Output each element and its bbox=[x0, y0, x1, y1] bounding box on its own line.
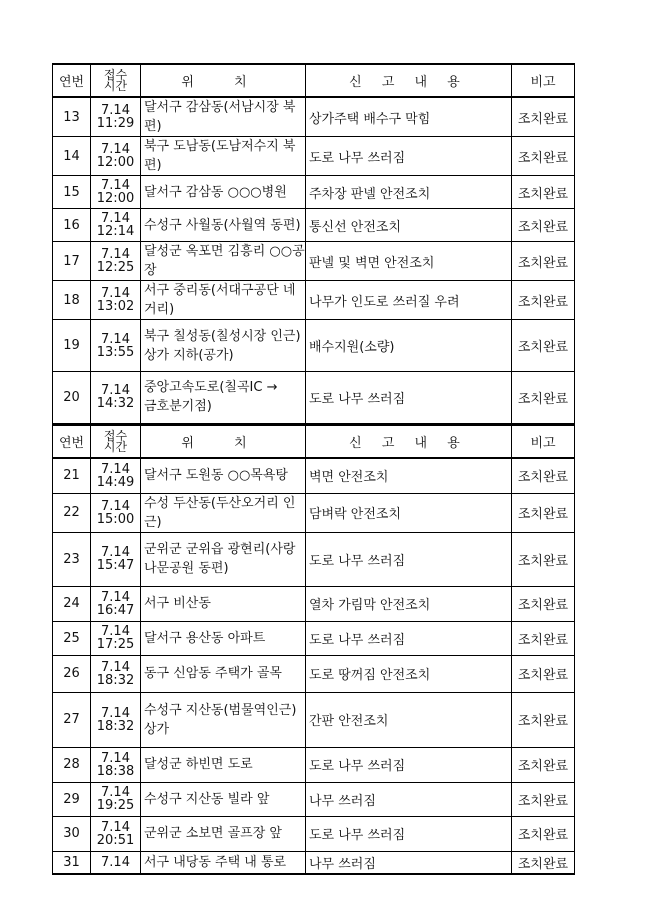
row-number: 30 bbox=[53, 816, 91, 851]
row-note: 조치완료 bbox=[512, 586, 575, 621]
row-date: 7.14 bbox=[101, 750, 130, 766]
row-date: 7.14 bbox=[101, 383, 130, 399]
header-time-line2: 시간 bbox=[103, 78, 128, 93]
table-row bbox=[53, 816, 575, 851]
header-row bbox=[53, 64, 575, 97]
row-location-line: 수성 두산동(두산오거리 인근) bbox=[144, 495, 296, 530]
row-clock: 18:32 bbox=[96, 672, 135, 688]
table-row bbox=[53, 372, 575, 424]
row-location-line: 동구 신암동 주택가 골목 bbox=[144, 666, 282, 681]
row-number: 27 bbox=[53, 692, 91, 747]
header-no: 연번 bbox=[53, 64, 91, 97]
row-time bbox=[91, 851, 141, 874]
row-clock: 18:32 bbox=[96, 718, 135, 734]
table-body bbox=[53, 97, 575, 424]
header-time bbox=[91, 425, 141, 458]
row-date: 7.14 bbox=[101, 624, 130, 639]
row-number: 25 bbox=[53, 621, 91, 655]
row-note: 조치완료 bbox=[512, 782, 575, 816]
row-description: 도로 땅꺼짐 안전조치 bbox=[306, 655, 512, 692]
row-number: 23 bbox=[53, 532, 91, 586]
row-location-line: 달서구 도원동 ○○목욕탕 bbox=[144, 468, 288, 484]
row-location-line: 달서구 용산동 아파트 bbox=[144, 630, 266, 646]
row-location-line: 금호분기점) bbox=[144, 399, 212, 415]
row-location-line: 나문공원 동편) bbox=[144, 561, 229, 576]
row-location-line: 서구 내당동 주택 내 통로 bbox=[144, 854, 287, 870]
row-description: 나무가 인도로 쓰러질 우려 bbox=[306, 281, 512, 320]
row-date: 7.14 bbox=[101, 178, 130, 193]
table-row bbox=[53, 532, 575, 586]
row-note: 조치완료 bbox=[512, 137, 575, 176]
row-time bbox=[91, 816, 141, 851]
row-note: 조치완료 bbox=[512, 692, 575, 747]
header-description: 신 고 내 용 bbox=[306, 64, 512, 97]
table-row bbox=[53, 621, 575, 655]
row-number: 17 bbox=[53, 242, 91, 281]
row-location-line: 달서구 감삼동 ○○○병원 bbox=[144, 184, 287, 200]
row-time bbox=[91, 586, 141, 621]
row-note: 조치완료 bbox=[512, 281, 575, 320]
row-clock: 16:47 bbox=[96, 602, 135, 618]
row-note: 조치완료 bbox=[512, 372, 575, 424]
table-row bbox=[53, 97, 575, 137]
row-time bbox=[91, 176, 141, 209]
row-date: 7.14 bbox=[101, 498, 130, 514]
row-clock: 11:29 bbox=[96, 116, 135, 131]
row-time bbox=[91, 372, 141, 424]
row-number: 29 bbox=[53, 782, 91, 816]
row-date: 7.14 bbox=[101, 286, 130, 301]
table-row bbox=[53, 586, 575, 621]
row-location bbox=[141, 586, 306, 621]
row-number: 16 bbox=[53, 209, 91, 242]
row-clock: 13:55 bbox=[96, 344, 135, 360]
row-number: 24 bbox=[53, 586, 91, 621]
row-description: 도로 나무 쓰러짐 bbox=[306, 816, 512, 851]
row-note: 조치완료 bbox=[512, 209, 575, 242]
table-row bbox=[53, 493, 575, 532]
row-location-line: 달성군 하빈면 도로 bbox=[144, 757, 253, 772]
header-no: 연번 bbox=[53, 425, 91, 458]
header-time bbox=[91, 64, 141, 97]
row-date: 7.14 bbox=[101, 331, 130, 347]
header-location: 위 치 bbox=[141, 64, 306, 97]
row-number: 31 bbox=[53, 851, 91, 874]
row-note: 조치완료 bbox=[512, 242, 575, 281]
row-note: 조치완료 bbox=[512, 493, 575, 532]
row-description: 도로 나무 쓰러짐 bbox=[306, 532, 512, 586]
row-date: 7.14 bbox=[101, 589, 130, 605]
row-note: 조치완료 bbox=[512, 532, 575, 586]
row-clock: 12:00 bbox=[96, 191, 135, 206]
row-time bbox=[91, 493, 141, 532]
row-location-line: 달성군 옥포면 김흥리 ○○공장 bbox=[144, 244, 305, 278]
row-clock: 14:49 bbox=[96, 474, 135, 490]
table-row bbox=[53, 137, 575, 176]
row-time bbox=[91, 209, 141, 242]
row-location bbox=[141, 655, 306, 692]
row-number: 28 bbox=[53, 747, 91, 782]
table-row bbox=[53, 782, 575, 816]
table-row bbox=[53, 176, 575, 209]
row-description: 판넬 및 벽면 안전조치 bbox=[306, 242, 512, 281]
row-time bbox=[91, 621, 141, 655]
table-body bbox=[53, 458, 575, 874]
row-clock: 19:25 bbox=[96, 798, 135, 813]
header-note: 비고 bbox=[512, 425, 575, 458]
row-note: 조치완료 bbox=[512, 176, 575, 209]
table-row bbox=[53, 458, 575, 493]
row-clock: 15:00 bbox=[96, 511, 135, 527]
row-location bbox=[141, 851, 306, 874]
row-clock: 17:25 bbox=[96, 637, 135, 652]
row-location bbox=[141, 493, 306, 532]
row-number: 26 bbox=[53, 655, 91, 692]
row-time bbox=[91, 692, 141, 747]
row-location bbox=[141, 320, 306, 372]
row-location-line: 수성구 지산동(범물역인근) bbox=[144, 702, 297, 718]
row-location-line: 서구 중리동(서대구공단 네거리) bbox=[144, 283, 296, 317]
table-row bbox=[53, 655, 575, 692]
header-time-line2: 시간 bbox=[103, 439, 128, 454]
row-time bbox=[91, 532, 141, 586]
row-description: 도로 나무 쓰러짐 bbox=[306, 621, 512, 655]
row-number: 18 bbox=[53, 281, 91, 320]
row-location bbox=[141, 747, 306, 782]
row-location-line: 군위군 군위읍 광현리(사랑 bbox=[144, 542, 296, 557]
row-date: 7.14 bbox=[101, 705, 130, 721]
row-date: 7.14 bbox=[101, 785, 130, 800]
row-location bbox=[141, 532, 306, 586]
row-clock: 13:02 bbox=[96, 299, 135, 314]
row-note: 조치완료 bbox=[512, 320, 575, 372]
row-date: 7.14 bbox=[101, 103, 130, 118]
row-location-line: 군위군 소보면 골프장 앞 bbox=[144, 826, 282, 841]
incident-table-1 bbox=[52, 63, 575, 425]
row-location bbox=[141, 281, 306, 320]
row-date: 7.14 bbox=[101, 142, 130, 157]
row-location-line: 중앙고속도로(칠곡IC → bbox=[144, 380, 278, 396]
row-location bbox=[141, 209, 306, 242]
row-description: 상가주택 배수구 막힘 bbox=[306, 97, 512, 137]
row-note: 조치완료 bbox=[512, 816, 575, 851]
row-clock: 18:38 bbox=[96, 763, 135, 779]
row-date: 7.14 bbox=[101, 545, 130, 560]
row-time bbox=[91, 458, 141, 493]
row-location-line: 달서구 감삼동(서남시장 북편) bbox=[144, 100, 296, 134]
row-description: 나무 쓰러짐 bbox=[306, 782, 512, 816]
row-description: 담벼락 안전조치 bbox=[306, 493, 512, 532]
row-note: 조치완료 bbox=[512, 97, 575, 137]
row-description: 벽면 안전조치 bbox=[306, 458, 512, 493]
row-description: 간판 안전조치 bbox=[306, 692, 512, 747]
table-row bbox=[53, 692, 575, 747]
row-note: 조치완료 bbox=[512, 747, 575, 782]
header-row bbox=[53, 425, 575, 458]
row-number: 22 bbox=[53, 493, 91, 532]
row-note: 조치완료 bbox=[512, 851, 575, 874]
header-note: 비고 bbox=[512, 64, 575, 97]
row-location bbox=[141, 458, 306, 493]
row-clock: 12:14 bbox=[96, 224, 135, 239]
row-note: 조치완료 bbox=[512, 621, 575, 655]
table-row bbox=[53, 320, 575, 372]
row-location bbox=[141, 816, 306, 851]
row-location bbox=[141, 372, 306, 424]
row-location-line: 북구 도남동(도남저수지 북편) bbox=[144, 139, 296, 173]
row-location-line: 수성구 사월동(사월역 동편) bbox=[144, 217, 301, 233]
row-number: 21 bbox=[53, 458, 91, 493]
row-date: 7.14 bbox=[101, 461, 130, 477]
table-header bbox=[53, 425, 575, 458]
table-row bbox=[53, 209, 575, 242]
row-number: 19 bbox=[53, 320, 91, 372]
row-clock: 12:00 bbox=[96, 155, 135, 170]
row-clock: 14:32 bbox=[96, 396, 135, 412]
row-date: 7.14 bbox=[101, 247, 130, 262]
row-description: 도로 나무 쓰러짐 bbox=[306, 747, 512, 782]
row-location-line: 상가 bbox=[144, 721, 170, 737]
row-number: 15 bbox=[53, 176, 91, 209]
row-time bbox=[91, 137, 141, 176]
row-location-line: 수성구 지산동 빌라 앞 bbox=[144, 791, 270, 807]
table-row bbox=[53, 747, 575, 782]
header-location: 위 치 bbox=[141, 425, 306, 458]
row-location bbox=[141, 97, 306, 137]
row-description: 도로 나무 쓰러짐 bbox=[306, 137, 512, 176]
header-time-line1: 접수 bbox=[103, 428, 128, 443]
row-description: 배수지원(소량) bbox=[306, 320, 512, 372]
row-note: 조치완료 bbox=[512, 655, 575, 692]
table-header bbox=[53, 64, 575, 97]
row-number: 14 bbox=[53, 137, 91, 176]
row-date: 7.14 bbox=[101, 211, 130, 226]
row-location bbox=[141, 137, 306, 176]
row-location-line: 상가 지하(공가) bbox=[144, 347, 234, 363]
row-clock: 20:51 bbox=[96, 832, 135, 848]
row-clock: 15:47 bbox=[96, 558, 135, 573]
header-description: 신 고 내 용 bbox=[306, 425, 512, 458]
row-time bbox=[91, 747, 141, 782]
row-location bbox=[141, 621, 306, 655]
row-number: 13 bbox=[53, 97, 91, 137]
row-location-line: 북구 칠성동(칠성시장 인근) bbox=[144, 328, 301, 344]
header-time-line1: 접수 bbox=[103, 67, 128, 82]
row-date: 7.14 bbox=[101, 659, 130, 675]
row-time bbox=[91, 655, 141, 692]
row-time bbox=[91, 242, 141, 281]
row-location bbox=[141, 176, 306, 209]
row-time bbox=[91, 320, 141, 372]
row-number: 20 bbox=[53, 372, 91, 424]
row-time bbox=[91, 97, 141, 137]
table-row bbox=[53, 242, 575, 281]
row-note: 조치완료 bbox=[512, 458, 575, 493]
row-description: 주차장 판넬 안전조치 bbox=[306, 176, 512, 209]
row-clock: 12:25 bbox=[96, 260, 135, 275]
row-description: 도로 나무 쓰러짐 bbox=[306, 372, 512, 424]
row-location bbox=[141, 782, 306, 816]
row-description: 열차 가림막 안전조치 bbox=[306, 586, 512, 621]
row-date: 7.14 bbox=[101, 854, 130, 870]
row-location bbox=[141, 692, 306, 747]
table-row bbox=[53, 281, 575, 320]
row-date: 7.14 bbox=[101, 819, 130, 835]
row-location-line: 서구 비산동 bbox=[144, 596, 211, 611]
row-location bbox=[141, 242, 306, 281]
table-row bbox=[53, 851, 575, 874]
row-time bbox=[91, 281, 141, 320]
row-time bbox=[91, 782, 141, 816]
incident-table-2 bbox=[52, 424, 575, 875]
row-description: 통신선 안전조치 bbox=[306, 209, 512, 242]
row-description: 나무 쓰러짐 bbox=[306, 851, 512, 874]
